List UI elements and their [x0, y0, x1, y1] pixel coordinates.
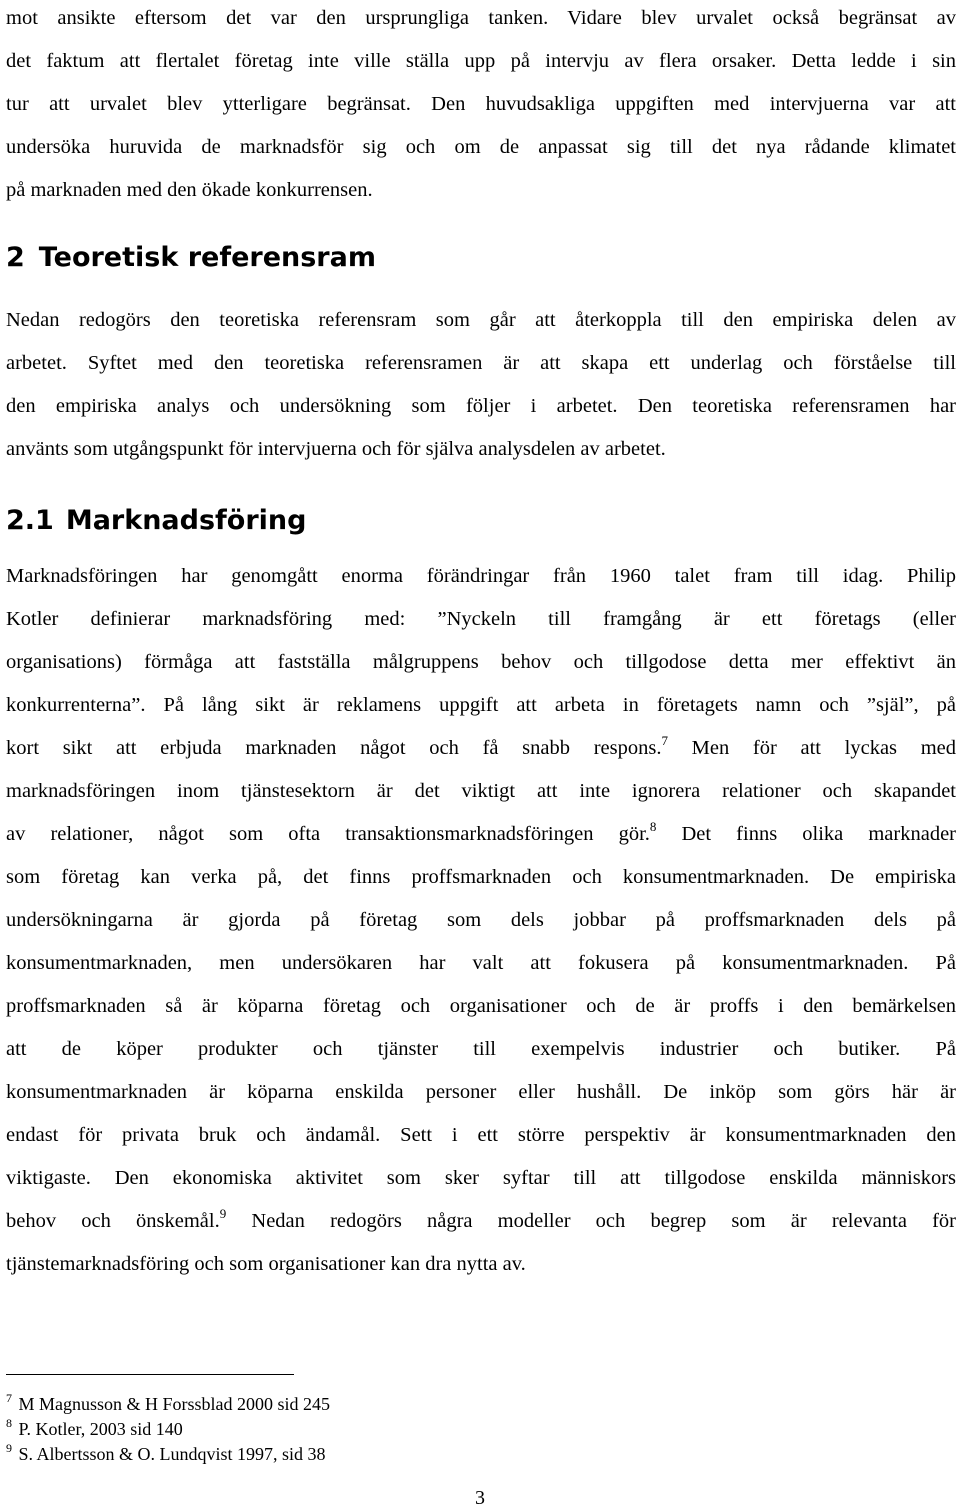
text-line: endast för privata bruk och ändamål. Sett i ett större perspektiv är konsumentmarknaden den — [6, 1124, 956, 1146]
footnote-number: 9 — [6, 1441, 12, 1455]
text-line: den empiriska analys och undersökning som följer i arbetet. Den teoretiska referensramen har — [6, 395, 956, 417]
footnote-reference: 7 — [661, 733, 668, 748]
footnote — [6, 1442, 606, 1467]
text-segment: Men för att lyckas med — [667, 737, 956, 759]
footnote-text: M Magnusson & H Forssblad 2000 sid 245 — [14, 1394, 331, 1414]
footnote-number: 7 — [6, 1391, 12, 1405]
footnote-reference: 9 — [219, 1206, 227, 1221]
footnote — [6, 1392, 606, 1417]
intro-paragraph — [6, 0, 956, 212]
subsection-title: Marknadsföring — [65, 505, 307, 536]
section-number: 2 — [6, 242, 25, 273]
text-line: proffsmarknaden så är köparna företag och organisationer och de är proffs i den bemärkelsen — [6, 995, 956, 1017]
text-segment: behov och önskemål. — [6, 1210, 220, 1232]
text-line: tjänstemarknadsföring och som organisationer kan dra nytta av. — [6, 1253, 526, 1275]
text-line: använts som utgångspunkt för intervjuerna och för själva analysdelen av arbetet. — [6, 438, 666, 460]
text-line: viktigaste. Den ekonomiska aktivitet som sker syftar till att tillgodose enskilda människors — [6, 1167, 956, 1189]
text-line: det faktum att flertalet företag inte ville ställa upp på intervju av flera orsaker. Detta ledde i sin — [6, 50, 956, 72]
text-line: konkurrenterna”. På lång sikt är reklamens uppgift att arbeta in företagets namn och ”själ”, på — [6, 694, 956, 716]
text-line — [6, 727, 956, 770]
footnote-number: 8 — [6, 1416, 12, 1430]
footnote-separator — [6, 1374, 294, 1375]
text-line: tur att urvalet blev ytterligare begränsat. Den huvudsakliga uppgiften med intervjuerna var att — [6, 93, 956, 115]
footnotes — [6, 1392, 606, 1467]
subsection-heading — [6, 503, 306, 539]
subsection-number: 2.1 — [6, 505, 54, 536]
section-heading — [6, 240, 376, 276]
text-line — [6, 1200, 956, 1243]
page-number: 3 — [475, 1487, 485, 1509]
text-segment: kort sikt att erbjuda marknaden något och få snabb respons. — [6, 737, 662, 759]
footnote — [6, 1417, 606, 1442]
text-line: undersöka huruvida de marknadsför sig och om de anpassat sig till det nya rådande klimatet — [6, 136, 956, 158]
text-line: arbetet. Syftet med den teoretiska referensramen är att skapa ett underlag och förståelse till — [6, 352, 956, 374]
text-line: att de köper produkter och tjänster till exempelvis industrier och butiker. På — [6, 1038, 956, 1060]
text-line: organisations) förmåga att fastställa målgruppens behov och tillgodose detta mer effektivt än — [6, 651, 956, 673]
subsection-paragraph — [6, 555, 956, 1286]
text-line: undersökningarna är gjorda på företag som dels jobbar på proffsmarknaden dels på — [6, 909, 956, 931]
text-line: på marknaden med den ökade konkurrensen. — [6, 179, 373, 201]
text-line: Kotler definierar marknadsföring med: ”Nyckeln till framgång är ett företags (eller — [6, 608, 956, 630]
text-line: konsumentmarknaden, men undersökaren har valt att fokusera på konsumentmarknaden. På — [6, 952, 956, 974]
text-segment: Nedan redogörs några modeller och begrep som är relevanta för — [226, 1210, 957, 1232]
text-line: Nedan redogörs den teoretiska referensram som går att återkoppla till den empiriska delen av — [6, 309, 956, 331]
footnote-text: S. Albertsson & O. Lundqvist 1997, sid 38 — [14, 1444, 326, 1464]
text-line — [6, 813, 956, 856]
text-segment: av relationer, något som ofta transaktionsmarknadsföringen gör. — [6, 823, 650, 845]
footnote-text: P. Kotler, 2003 sid 140 — [14, 1419, 183, 1439]
section-paragraph — [6, 299, 956, 471]
text-line: konsumentmarknaden är köparna enskilda personer eller hushåll. De inköp som görs här är — [6, 1081, 956, 1103]
text-segment: Det finns olika marknader — [656, 823, 957, 845]
footnote-reference: 8 — [649, 819, 657, 834]
text-line: Marknadsföringen har genomgått enorma förändringar från 1960 talet fram till idag. Philip — [6, 565, 956, 587]
text-line: mot ansikte eftersom det var den ursprungliga tanken. Vidare blev urvalet också begränsat av — [6, 7, 956, 29]
section-title: Teoretisk referensram — [38, 242, 376, 273]
text-line: marknadsföringen inom tjänstesektorn är det viktigt att inte ignorera relationer och skapandet — [6, 780, 956, 802]
text-line: som företag kan verka på, det finns proffsmarknaden och konsumentmarknaden. De empiriska — [6, 866, 956, 888]
